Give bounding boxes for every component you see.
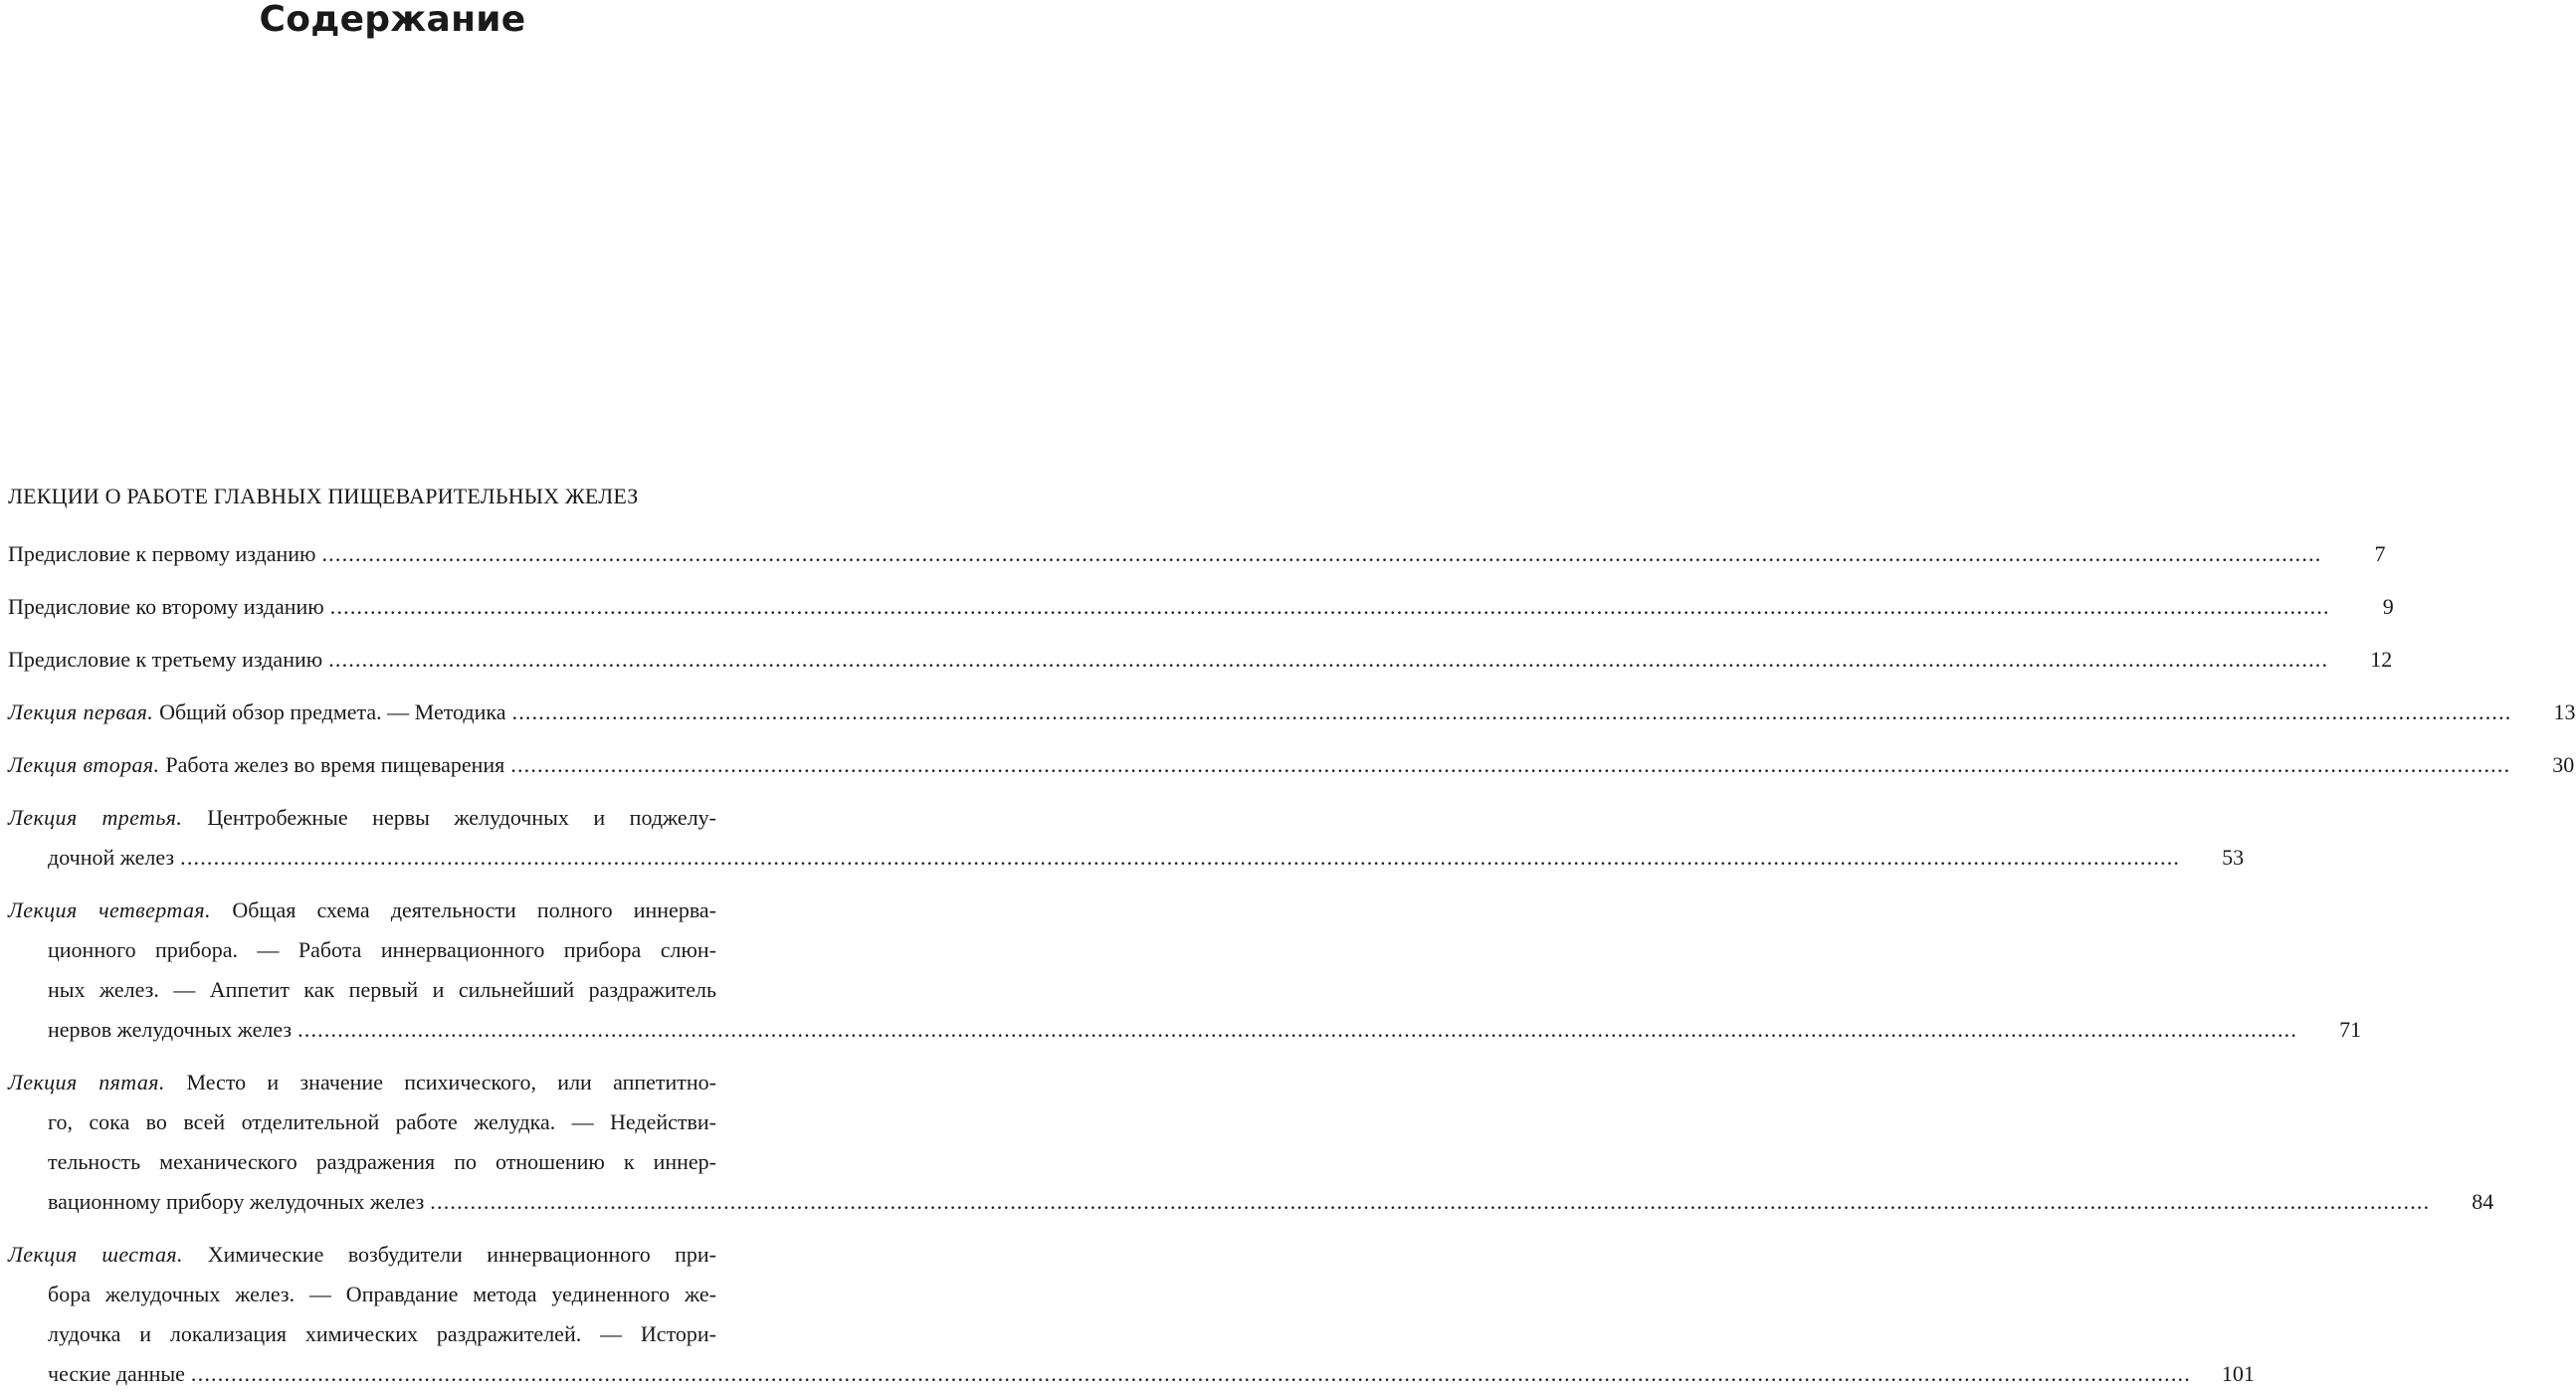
toc-entry[interactable] xyxy=(8,1235,2255,1394)
toc-entry-text: Лекция вторая. Работа желез во время пищеварения xyxy=(8,752,505,777)
page-number: 13 xyxy=(2553,699,2576,724)
toc-entry[interactable] xyxy=(8,745,2575,785)
toc-entry-text: ных желез. — Аппетит как первый и сильнейший раздражитель xyxy=(48,977,716,1002)
toc-entry[interactable] xyxy=(8,534,2386,574)
toc-entry-text: Предисловие к первому изданию xyxy=(8,541,316,566)
dot-leader: ............................................................................................................................................................................................................................................................................................................ xyxy=(321,541,2322,566)
page-number: 71 xyxy=(2339,1017,2362,1042)
toc-entry-text: дочной желез xyxy=(48,845,175,870)
toc-entry-text: ционного прибора. — Работа иннервационного прибора слюн- xyxy=(48,937,716,962)
toc-entry-text: нервов желудочных желез xyxy=(48,1017,293,1042)
toc-entry-text: лудочка и локализация химических раздражителей. — Истори- xyxy=(48,1321,716,1346)
lecture-label: Лекция пятая. xyxy=(8,1070,187,1095)
toc-entry-text: Место и значение психического, или аппетитно- xyxy=(186,1070,716,1095)
table-of-contents xyxy=(8,534,2576,1394)
toc-entry-text: Предисловие ко второму изданию xyxy=(8,594,324,619)
toc-entry-line xyxy=(8,1314,716,1354)
toc-entry-line xyxy=(8,1142,716,1182)
toc-entry-text: Общая схема деятельности полного иннерва- xyxy=(232,897,717,922)
page-number: 12 xyxy=(2370,647,2393,672)
page-number: 101 xyxy=(2221,1361,2255,1386)
toc-entry[interactable] xyxy=(8,1063,2494,1222)
dot-leader: ............................................................................................................................................................................................................................................................................................................ xyxy=(329,594,2330,619)
toc-entry-text: тельность механического раздражения по отношению к иннер- xyxy=(48,1149,716,1174)
dot-leader: ............................................................................................................................................................................................................................................................................................................ xyxy=(430,1189,2431,1214)
toc-entry-last-line xyxy=(8,693,2576,732)
toc-entry-last-line xyxy=(8,745,2575,785)
toc-entry-text: Предисловие к третьему изданию xyxy=(8,647,323,672)
toc-entry-text: вационному прибору желудочных желез xyxy=(48,1189,425,1214)
toc-entry-last-line xyxy=(8,838,2245,878)
toc-entry-last-line xyxy=(8,587,2394,627)
toc-entry-line xyxy=(8,1275,716,1314)
toc-entry-line xyxy=(8,930,716,970)
page-number: 30 xyxy=(2552,752,2575,777)
toc-entry-last-line xyxy=(8,640,2393,680)
page-number: 9 xyxy=(2382,594,2394,619)
page-number: 53 xyxy=(2222,845,2245,870)
dot-leader: ............................................................................................................................................................................................................................................................................................................ xyxy=(180,845,2181,870)
toc-entry[interactable] xyxy=(8,798,2245,878)
dot-leader: ............................................................................................................................................................................................................................................................................................................ xyxy=(297,1017,2298,1042)
toc-entry-line xyxy=(8,1102,716,1142)
toc-entry-text: Химические возбудители иннервационного при- xyxy=(207,1242,716,1267)
toc-entry-text: го, сока во всей отделительной работе желудка. — Недействи- xyxy=(48,1109,716,1134)
toc-entry-line xyxy=(8,1063,716,1102)
dot-leader: ............................................................................................................................................................................................................................................................................................................ xyxy=(190,1361,2191,1386)
lecture-label: Лекция вторая. xyxy=(8,752,166,777)
toc-entry-last-line xyxy=(8,1010,2362,1050)
page-number: 84 xyxy=(2472,1189,2494,1214)
toc-entry-text: ческие данные xyxy=(48,1361,185,1386)
dot-leader: ............................................................................................................................................................................................................................................................................................................ xyxy=(510,752,2511,777)
toc-entry-line xyxy=(8,891,716,930)
toc-entry-last-line xyxy=(8,1182,2494,1222)
toc-entry[interactable] xyxy=(8,640,2393,680)
lecture-label: Лекция четвертая. xyxy=(8,897,233,922)
toc-entry-text: бора желудочных желез. — Оправдание метода уединенного же- xyxy=(48,1282,716,1306)
page-title: Содержание xyxy=(259,0,526,40)
toc-entry-last-line xyxy=(8,1354,2255,1394)
dot-leader: ............................................................................................................................................................................................................................................................................................................ xyxy=(511,699,2512,724)
dot-leader: ............................................................................................................................................................................................................................................................................................................ xyxy=(328,647,2329,672)
toc-entry-last-line xyxy=(8,534,2386,574)
toc-entry-text: Центробежные нервы желудочных и поджелу- xyxy=(207,805,716,830)
lecture-label: Лекция первая. xyxy=(8,699,160,724)
toc-entry[interactable] xyxy=(8,693,2576,732)
toc-entry[interactable] xyxy=(8,891,2362,1050)
toc-entry-line xyxy=(8,798,716,838)
lecture-label: Лекция третья. xyxy=(8,805,208,830)
lecture-label: Лекция шестая. xyxy=(8,1242,208,1267)
section-heading: ЛЕКЦИИ О РАБОТЕ ГЛАВНЫХ ПИЩЕВАРИТЕЛЬНЫХ ЖЕЛЕЗ xyxy=(8,484,639,508)
toc-entry-text: Лекция первая. Общий обзор предмета. — Методика xyxy=(8,699,506,724)
toc-entry[interactable] xyxy=(8,587,2394,627)
page-number: 7 xyxy=(2374,541,2386,566)
toc-entry-line xyxy=(8,970,716,1010)
toc-entry-line xyxy=(8,1235,716,1275)
